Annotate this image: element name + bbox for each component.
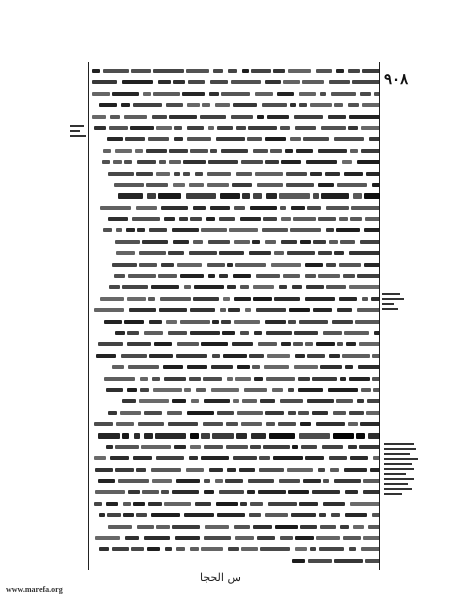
manuscript-line xyxy=(90,317,380,328)
manuscript-line xyxy=(90,77,380,88)
manuscript-line xyxy=(90,282,380,293)
manuscript-line xyxy=(90,533,380,544)
manuscript-line xyxy=(90,214,380,225)
manuscript-line xyxy=(90,351,380,362)
manuscript-line xyxy=(90,203,380,214)
manuscript-line xyxy=(90,271,380,282)
manuscript-line xyxy=(90,134,380,145)
manuscript-line xyxy=(90,510,380,521)
manuscript-line xyxy=(90,487,380,498)
manuscript-line xyxy=(90,339,380,350)
manuscript-line xyxy=(90,146,380,157)
margin-note-right-bottom xyxy=(384,440,418,498)
manuscript-line xyxy=(90,100,380,111)
manuscript-line xyxy=(90,294,380,305)
manuscript-line xyxy=(90,260,380,271)
manuscript-line xyxy=(90,431,380,442)
manuscript-line xyxy=(90,191,380,202)
manuscript-line xyxy=(90,544,380,555)
manuscript-text-block xyxy=(90,66,380,567)
manuscript-line xyxy=(90,385,380,396)
manuscript-line xyxy=(90,465,380,476)
manuscript-line xyxy=(90,362,380,373)
manuscript-line xyxy=(90,237,380,248)
margin-note-right-middle xyxy=(382,290,404,313)
manuscript-line xyxy=(90,328,380,339)
manuscript-line xyxy=(90,442,380,453)
manuscript-line xyxy=(90,408,380,419)
manuscript-line xyxy=(90,396,380,407)
bottom-note: س الحجا xyxy=(200,571,241,584)
manuscript-line xyxy=(90,89,380,100)
manuscript-line xyxy=(90,66,380,77)
margin-note-left-top xyxy=(70,122,88,140)
manuscript-line xyxy=(90,419,380,430)
manuscript-line xyxy=(90,499,380,510)
watermark: www.marefa.org xyxy=(6,585,63,594)
manuscript-line xyxy=(90,476,380,487)
manuscript-line xyxy=(90,123,380,134)
manuscript-line xyxy=(90,374,380,385)
manuscript-line xyxy=(90,180,380,191)
manuscript-line xyxy=(90,556,380,567)
manuscript-line xyxy=(90,157,380,168)
manuscript-line xyxy=(90,169,380,180)
manuscript-line xyxy=(90,225,380,236)
manuscript-line xyxy=(90,248,380,259)
manuscript-line xyxy=(90,522,380,533)
page-number: ٩٠٨ xyxy=(384,70,409,88)
manuscript-line xyxy=(90,453,380,464)
manuscript-line xyxy=(90,305,380,316)
manuscript-line xyxy=(90,112,380,123)
